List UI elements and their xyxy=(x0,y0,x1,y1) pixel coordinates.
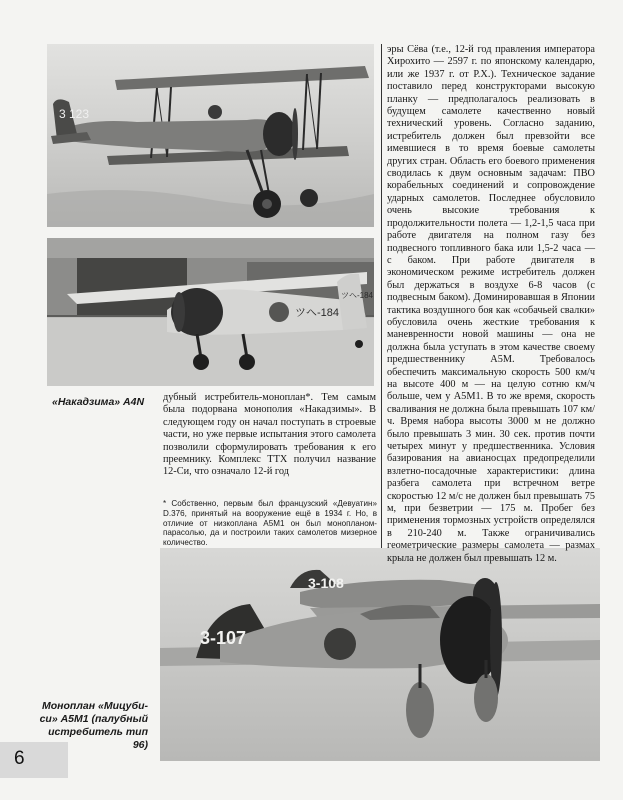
plane-marking-2: 3-108 xyxy=(308,575,344,591)
column-divider xyxy=(381,44,382,548)
footnote xyxy=(163,499,377,548)
tail-marking-1: 3 123 xyxy=(59,107,90,121)
page-number-tab xyxy=(0,742,68,778)
footnote-text: * Собственно, первым был французский «Девуатин» D.376, принятый на вооружение ещё в 1934 г. Но, в отличие от низкоплана А5М1 он был монопланом-парасолью, да и построили таких самолетов мизерное количество. xyxy=(163,499,377,548)
tail-marking-2: ツヘ-184 xyxy=(341,291,374,300)
caption-mitsubishi-a5m1: Моноплан «Мицуби-си» A5M1 (палубный истребитель тип 96) xyxy=(39,700,148,751)
caption-nakajima-a4n: «Накадзима» A4N xyxy=(52,396,145,408)
page-number: 6 xyxy=(14,748,25,769)
body-paragraph-left: дубный истребитель-моноплан*. Тем самым была подорвана монополия «Накадзимы». В следующем году он начал поступать в строевые части, но уже первые испытания этого самолета позволили сформулировать требования к его преемнику. Комплекс ТТХ получил название 12-Си, что означало 12-й год xyxy=(163,392,376,478)
photo-a5m1-formation xyxy=(160,548,600,761)
body-text-right-column xyxy=(387,44,595,565)
photo-nakajima-a4n xyxy=(47,44,374,227)
body-text-left-column xyxy=(163,392,376,479)
fuselage-marking: ツヘ-184 xyxy=(295,307,340,319)
photo-mitsubishi-a5m-ground xyxy=(47,238,374,386)
body-paragraph-right: эры Сёва (т.е., 12-й год правления императора Хирохито — 2597 г. по японскому календарю, или же 1937 г. от Р.Х.). Техническое задание поставило перед конструкторами высокую планку — предполагалось реализовать в будущем самолете качественно новый технический уровень. Согласно заданию, истребитель должен был превзойти все имевшиеся в то время боевые самолеты других стран. Область его боевого применения сводилась к двум основным задачам: ПВО корабельных соединений и сопровождение ударных самолетов. Последнее обусловило очень высокие требования к продолжительности полета — 1,2-1,5 часа при работе двигателя на полном газу без подвесного топливного бака или 1,5-2 часа — с баком. При работе двигателя в экономическом режиме истребитель должен был держаться в воздухе 6-8 часов (с подвесным баком). Доминировавшая в Японии тактика воздушного боя как «собачьей свалки» обусловила очень жесткие требования к маневренности новой машины — она не должна была уступать в этом качестве своему предшественнику A5M. Требовалось обеспечить максимальную скорость 500 км/ч на высоте 400 м — на целую сотню км/ч больше, чем у A5M1. В то же время, скорость сваливания не должна была превышать 107 км/ч. Время набора высоты 3000 м не должно было превышать 3 мин. 30 сек. против почти четырех минут у предшественника. Условия базирования на авианосцах предопределили взлетно-посадочные характеристики: длина разбега самолета при встречном ветре скоростью 12 м/с не должен был превышать 75 м, при безветрии — 175 м. Пробег без применения тормозных устройств определялся в 210-240 м. Также ограничивались геометрические размеры самолета — размах крыла не должен был превышать 12 м. xyxy=(387,44,595,564)
plane-marking-1: 3-107 xyxy=(200,628,247,648)
